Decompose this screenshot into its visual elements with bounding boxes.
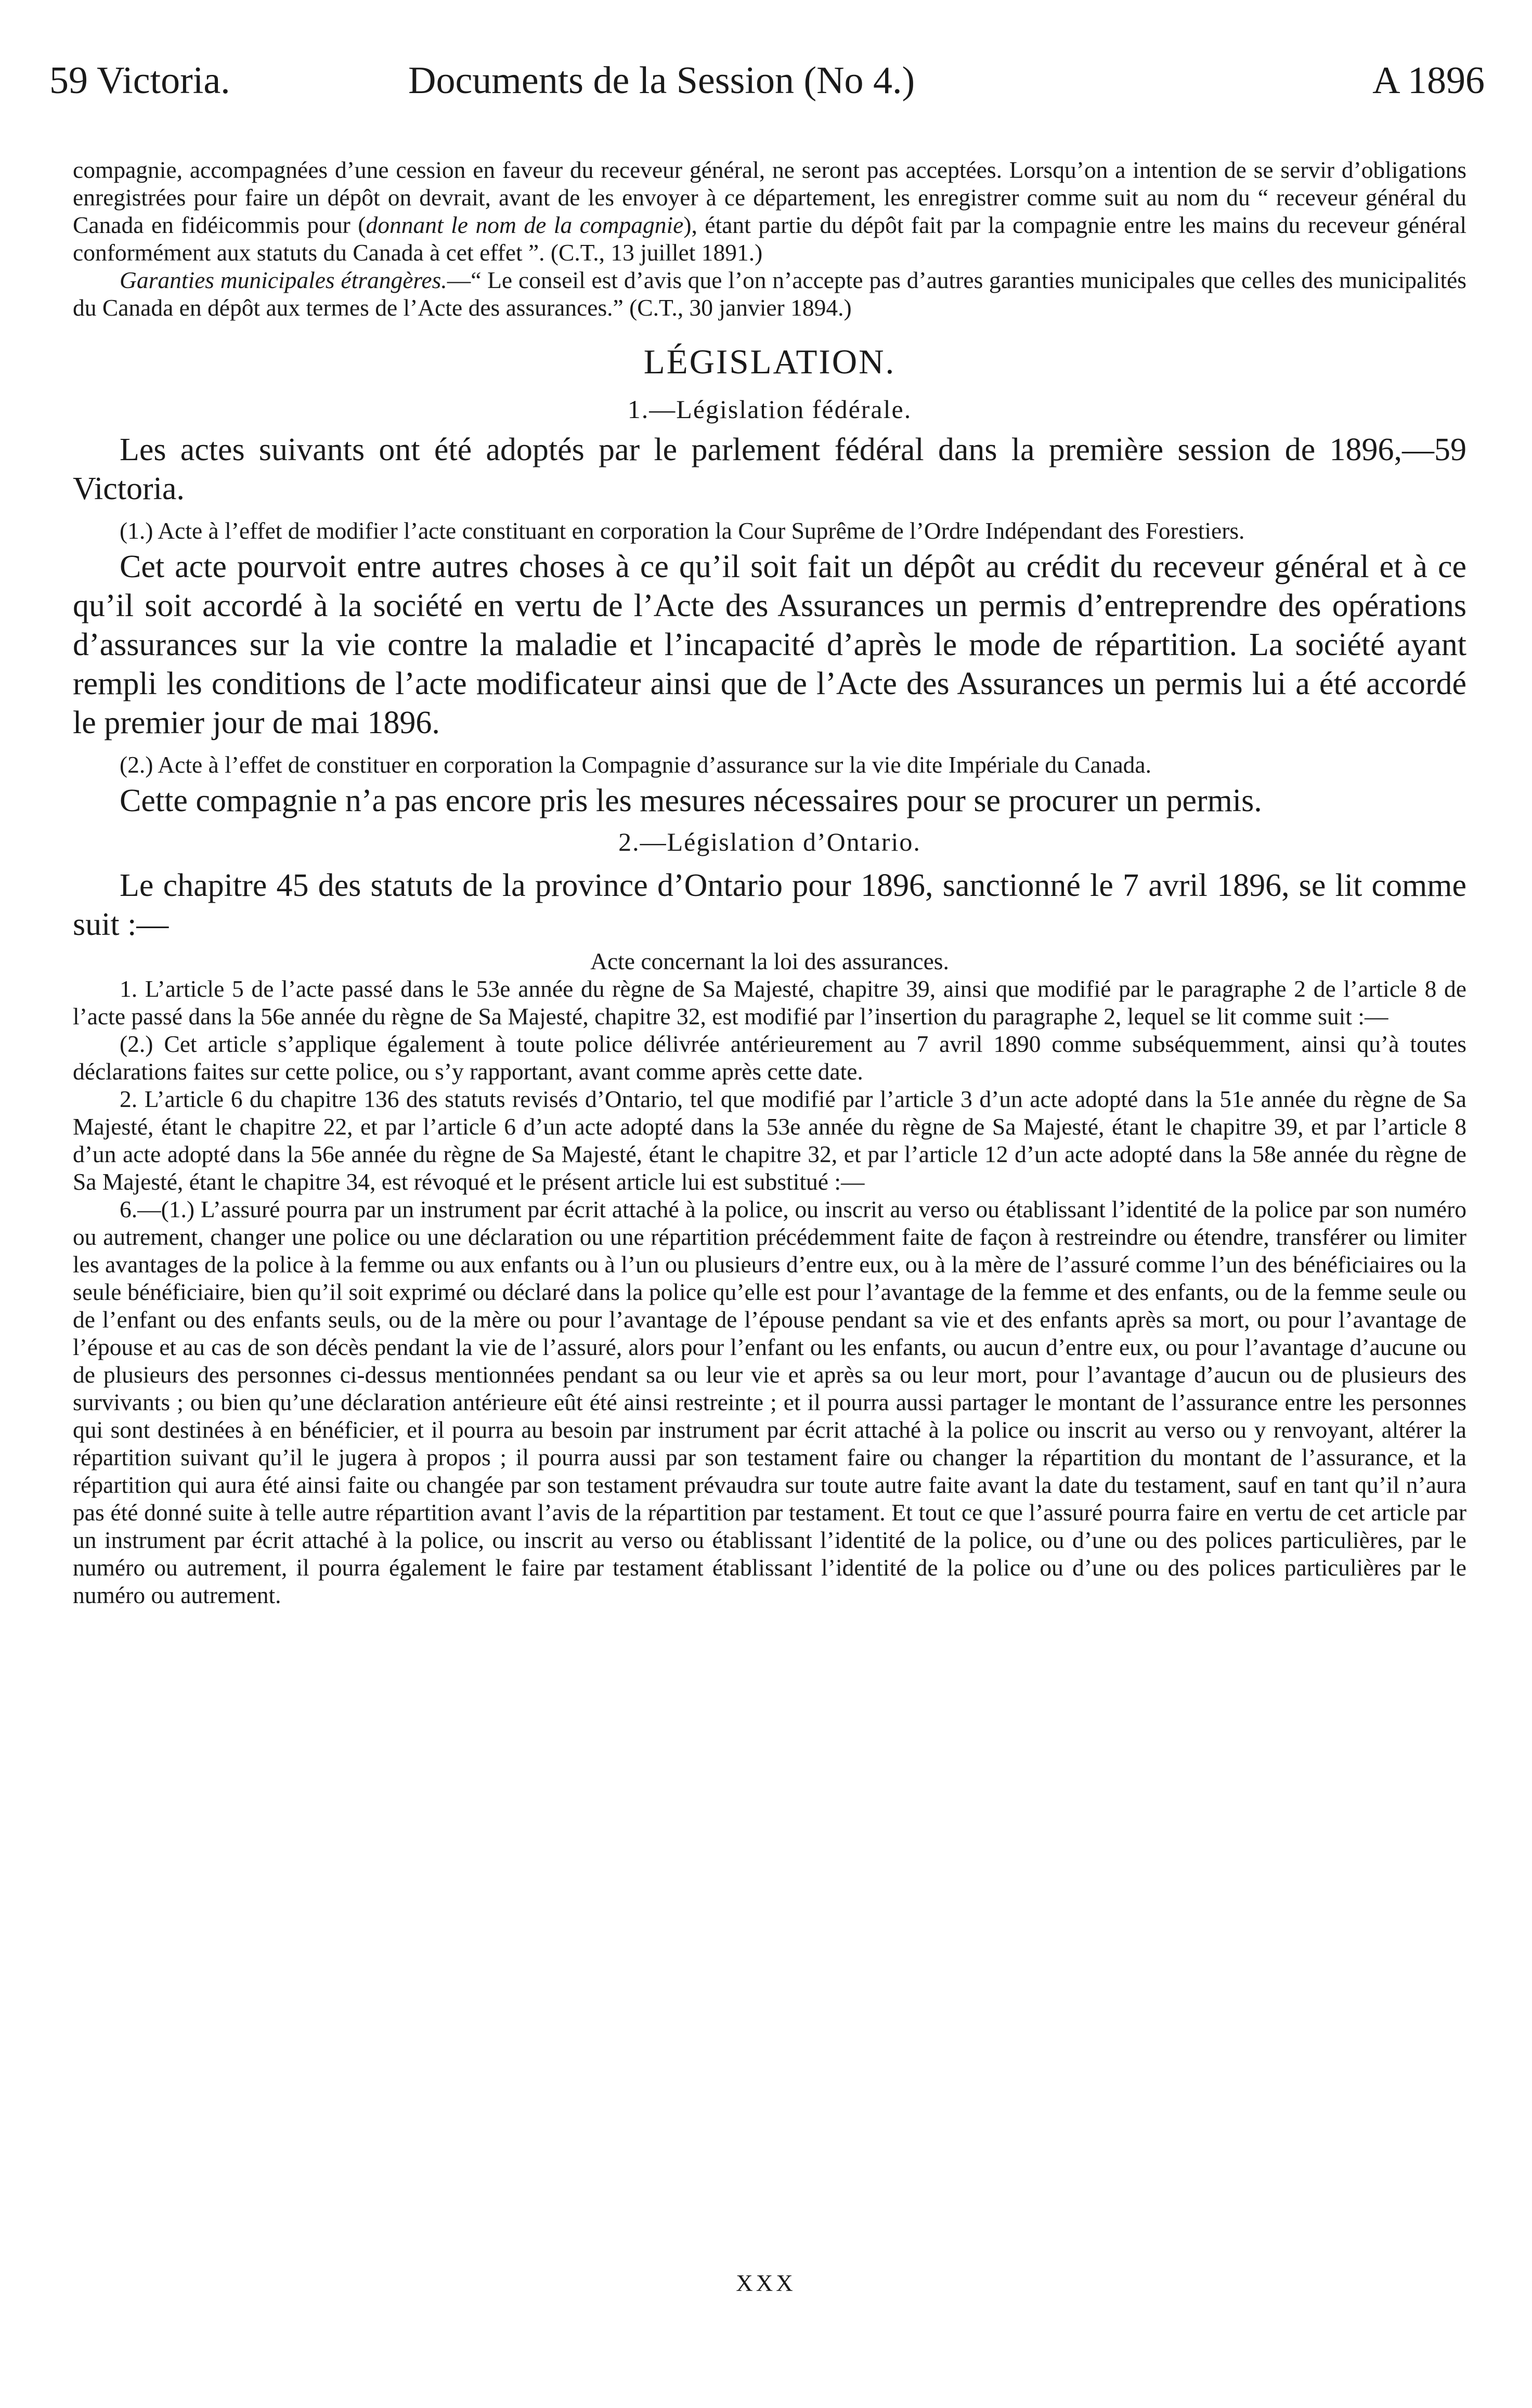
subsection-heading-federal: 1.—Législation fédérale.	[627, 395, 912, 424]
paragraph-foreign-guarantees	[73, 266, 1466, 321]
italic-run: donnant le nom de la compagnie	[366, 212, 684, 238]
text-run: —“ Le conseil est d’avis que l’on n’accepte pas d’autres garanties municipales que celles des municipalités du Canada en dépôt aux termes de l’Acte des assurances.” (C.T., 30 janvier 1894.)	[73, 267, 1466, 321]
italic-run: Garanties municipales étrangères.	[120, 267, 447, 293]
text-run: ), étant partie du dépôt fait par la compagnie entre les mains du receveur général conformément aux statuts du Canada à cet effet ”. (C.T., 13 juillet 1891.)	[73, 212, 1466, 266]
paragraph-act-2: (2.) Acte à l’effet de constituer en corporation la Compagnie d’assurance sur la vie dite Impériale du Canada.	[120, 751, 1151, 778]
paragraph-article-6-1: 6.—(1.) L’assuré pourra par un instrument par écrit attaché à la police, ou inscrit au verso ou établissant l’identité de la police par son numéro ou autrement, changer une police ou une déclaration ou une répartition précédemment faite de façon à restreindre ou étendre, transférer ou limiter les avantages de la police à la femme ou aux enfants ou à l’un ou plusieurs d’entre eux, ou à la mère de l’assuré comme l’un des bénéficiaires ou la seule bénéficiaire, bien qu’il soit exprimé ou déclaré dans la police qu’elle est pour l’avantage de la femme et des enfants, ou de la femme seule ou de l’enfant ou des enfants seuls, ou de la mère ou pour l’avantage de l’épouse pendant sa vie et des enfants après sa mort, ou pour l’avantage de l’épouse et au cas de son décès pendant la vie de l’assuré, alors pour l’enfant ou les enfants, ou aucun d’entre eux, ou pour l’avantage d’aucune ou de plusieurs des personnes ci-dessus mentionnées pendant sa ou leur vie et après sa ou leur mort, pour l’avantage d’aucun ou de plusieurs des survivants ; ou bien qu’une déclaration antérieure eût été ainsi restreinte ; et il pourra aussi partager le montant de l’assurance entre les personnes qui sont destinées à en bénéficier, et il pourra au besoin par instrument par écrit attaché à la police ou inscrit au verso ou y renvoyant, altérer la répartition suivant qu’il le jugera à propos ; il pourra aussi par son testament faire ou changer la répartition du montant de l’assurance, et la répartition qui aura été ainsi faite ou changée par son testament prévaudra sur toute autre faite avant la date du testament, sauf en tant qu’il n’aura pas été donné suite à telle autre répartition avant l’avis de la répartition par testament. Et tout ce que l’assuré pourra faire en vertu de cet article par un instrument par écrit attaché à la police, ou inscrit au verso ou établissant l’identité de la police, ou d’une ou des polices particulières, par le numéro ou autrement, il pourra également le faire par testament établissant l’identité de la police ou d’une ou des polices particulières par le numéro ou autrement.	[73, 1196, 1466, 1608]
section-heading-legislation: LÉGISLATION.	[643, 343, 896, 381]
paragraph-article-1-sub-2: (2.) Cet article s’applique également à toute police délivrée antérieurement au 7 avril 1890 comme subséquemment, ainsi qu’à toutes déclarations faites sur cette police, ou s’y rapportant, avant comme après cette date.	[73, 1031, 1466, 1085]
paragraph-ontario-chapter: Le chapitre 45 des statuts de la province d’Ontario pour 1896, sanctionné le 7 avril 1896, se lit comme suit :—	[73, 868, 1466, 942]
paragraph-acts-adopted: Les actes suivants ont été adoptés par le parlement fédéral dans la première session de 1896,—59 Victoria.	[73, 432, 1466, 506]
header-title: Documents de la Session (No 4.)	[408, 59, 915, 102]
body-text	[73, 156, 1466, 1609]
paragraph-article-1: 1. L’article 5 de l’acte passé dans le 53e année du règne de Sa Majesté, chapitre 39, ainsi que modifié par le paragraphe 2 de l’article 8 de l’acte passé dans la 56e année du règne de Sa Majesté, chapitre 32, est modifié par l’insertion du paragraphe 2, lequel se lit comme suit :—	[73, 975, 1466, 1030]
paragraph-article-2: 2. L’article 6 du chapitre 136 des statuts revisés d’Ontario, tel que modifié par l’article 3 d’un acte adopté dans la 51e année du règne de Sa Majesté, étant le chapitre 22, et par l’article 6 d’un acte adopté dans la 53e année du règne de Sa Majesté, étant le chapitre 39, et par l’article 8 d’un acte adopté dans la 56e année du règne de Sa Majesté, étant le chapitre 32, et par l’article 12 d’un acte adopté dans la 58e année du règne de Sa Majesté, étant le chapitre 34, est révoqué et le présent article lui est substitué :—	[73, 1086, 1466, 1195]
text-run: compagnie, accompagnées d’une cession en faveur du receveur général, ne seront pas acceptées. Lorsqu’on a intention de se servir d’obligations enregistrées pour faire un dépôt on devrait, avant de les envoyer à ce département, les enregistrer comme suit au nom du “ receveur général du Canada en fidéicommis pour (	[73, 157, 1466, 238]
header-session-year: 59 Victoria.	[49, 59, 230, 102]
header-year: A 1896	[1372, 59, 1485, 102]
act-title: Acte concernant la loi des assurances.	[590, 948, 949, 974]
paragraph-continuation	[73, 156, 1466, 266]
paragraph-act-1-note: Cet acte pourvoit entre autres choses à ce qu’il soit fait un dépôt au crédit du receveur général et à ce qu’il soit accordé à la société en vertu de l’Acte des Assurances un permis d’entreprendre des opérations d’assurances sur la vie contre la maladie et l’incapacité d’après le mode de répartition. La société ayant rempli les conditions de l’acte modificateur ainsi que de l’Acte des Assurances un permis lui a été accordé le premier jour de mai 1896.	[73, 549, 1466, 740]
paragraph-act-2-note: Cette compagnie n’a pas encore pris les mesures nécessaires pour se procurer un permis.	[120, 783, 1262, 818]
paragraph-act-1: (1.) Acte à l’effet de modifier l’acte constituant en corporation la Cour Suprême de l’Ordre Indépendant des Forestiers.	[120, 517, 1245, 544]
running-header	[49, 52, 1485, 109]
page-folio: XXX	[736, 2270, 796, 2296]
subsection-heading-ontario: 2.—Législation d’Ontario.	[618, 827, 921, 856]
